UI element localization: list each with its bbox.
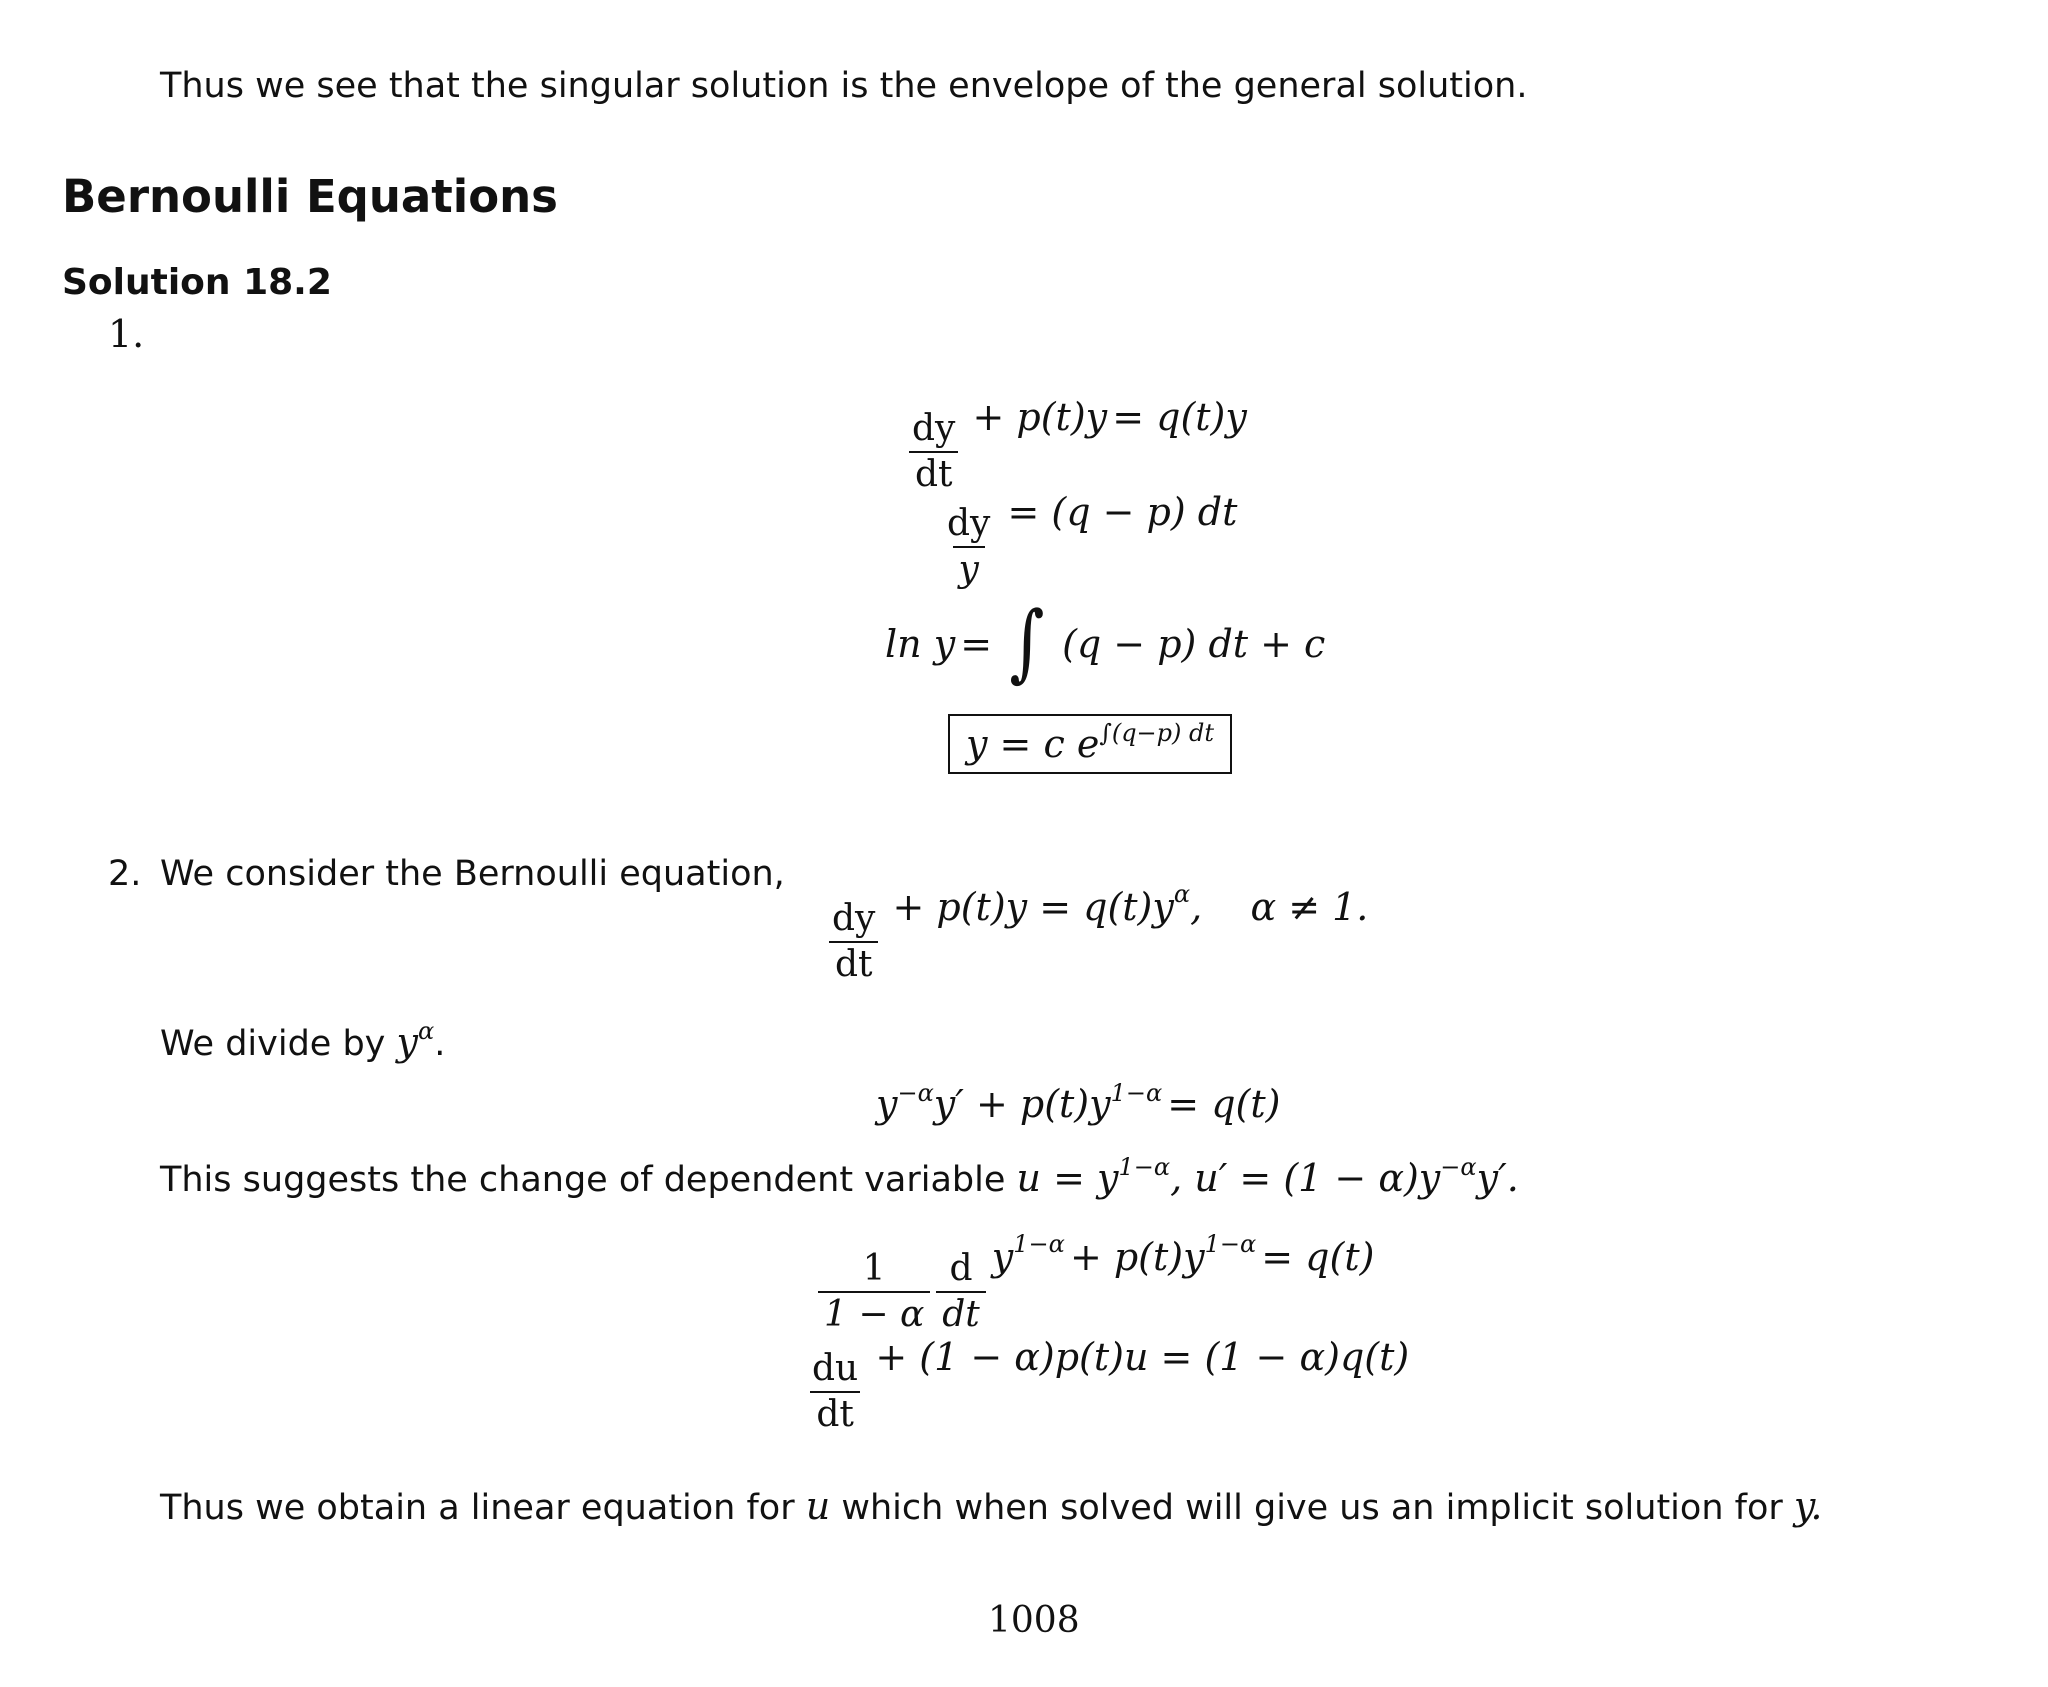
p2eq2-a-sup: −α bbox=[897, 1079, 934, 1107]
p2eq3-rhs: = q(t) bbox=[1261, 1235, 1375, 1280]
change-math-3: y′. bbox=[1476, 1156, 1519, 1200]
part1-eq1 bbox=[900, 395, 1247, 495]
eq3-rhs: (q − p) dt + c bbox=[1062, 622, 1326, 666]
conclusion-a: Thus we obtain a linear equation for bbox=[160, 1488, 795, 1528]
p2eq3-y: y bbox=[991, 1235, 1014, 1280]
p2eq1-sup: α bbox=[1173, 880, 1191, 909]
p2eq2-b-sup: 1−α bbox=[1110, 1079, 1163, 1107]
conclusion-b: which when solved will give us an implicit solution for bbox=[841, 1488, 1783, 1528]
p2eq1-rest: + p(t)y = q(t)y bbox=[892, 885, 1174, 930]
eq2-fraction: $\frac{dy}{y}$ bbox=[947, 503, 991, 590]
p2eq2-b: y′ + p(t)y bbox=[933, 1082, 1111, 1126]
eq2-rhs: = (q − p) dt bbox=[1007, 490, 1238, 535]
divide-sup: α bbox=[418, 1017, 435, 1045]
part2-eq1 bbox=[820, 880, 1369, 985]
p2eq2-c: = q(t) bbox=[1167, 1082, 1281, 1126]
integral-sign: ∫ bbox=[1009, 593, 1045, 691]
p2eq1-fraction: $\frac{dy}{dt}$ bbox=[826, 900, 881, 984]
eq3-lhs: ln y bbox=[885, 622, 956, 666]
p2eq3-mid-sup: 1−α bbox=[1204, 1230, 1257, 1259]
divide-line bbox=[160, 1017, 446, 1064]
boxed-exponent: ∫(q−p) dt bbox=[1099, 719, 1215, 747]
part1-boxed-result bbox=[948, 714, 1232, 774]
part2-eq2 bbox=[876, 1079, 1281, 1126]
eq3-equals: = bbox=[960, 622, 993, 666]
p2eq3-frac1: $\frac{1}{1 - \alpha}$ bbox=[818, 1250, 930, 1334]
eq1-fraction: $\frac{dy}{dt}$ bbox=[906, 410, 961, 494]
change-line bbox=[160, 1153, 1519, 1200]
part2-eq4 bbox=[800, 1335, 1410, 1435]
part1-eq3 bbox=[885, 593, 1326, 691]
section-title: Bernoulli Equations bbox=[62, 170, 558, 223]
conclusion-line bbox=[160, 1484, 1822, 1528]
intro-text: Thus we see that the singular solution is the envelope of the general solution. bbox=[160, 66, 1528, 106]
change-math-1: u = y bbox=[1016, 1156, 1119, 1200]
change-sup-1: 1−α bbox=[1118, 1153, 1171, 1181]
solution-label: Solution 18.2 bbox=[62, 262, 332, 303]
part2-eq3 bbox=[812, 1230, 1375, 1335]
part1-number: 1. bbox=[108, 312, 145, 356]
change-sup-2: −α bbox=[1440, 1153, 1477, 1181]
p2eq4-rhs: + (1 − α)p(t)u = (1 − α)q(t) bbox=[875, 1335, 1410, 1380]
conclusion-u: u bbox=[805, 1484, 831, 1528]
eq1-rhs: = q(t)y bbox=[1112, 395, 1247, 440]
divide-math: y bbox=[396, 1020, 419, 1064]
change-text: This suggests the change of dependent variable bbox=[160, 1160, 1006, 1200]
divide-text: We divide by bbox=[160, 1024, 386, 1064]
p2eq3-y-sup: 1−α bbox=[1013, 1230, 1065, 1259]
boxed-base: y = c e bbox=[966, 722, 1100, 766]
p2eq1-cond: , α ≠ 1. bbox=[1190, 885, 1369, 930]
page-number: 1008 bbox=[988, 1600, 1080, 1641]
p2eq4-fraction: $\frac{du}{dt}$ bbox=[812, 1348, 859, 1435]
change-math-2: , u′ = (1 − α)y bbox=[1170, 1156, 1441, 1200]
divide-end: . bbox=[434, 1024, 446, 1064]
p2eq3-frac2: $\frac{d}{dt}$ bbox=[936, 1250, 986, 1334]
p2eq3-mid: + p(t)y bbox=[1069, 1235, 1205, 1280]
conclusion-y: y. bbox=[1793, 1484, 1823, 1528]
part2-intro: We consider the Bernoulli equation, bbox=[160, 854, 785, 894]
eq1-lhs-rest: + p(t)y bbox=[972, 395, 1108, 440]
p2eq2-a: y bbox=[876, 1082, 898, 1126]
part1-eq2 bbox=[935, 490, 1238, 590]
part2-number: 2. bbox=[108, 854, 142, 894]
